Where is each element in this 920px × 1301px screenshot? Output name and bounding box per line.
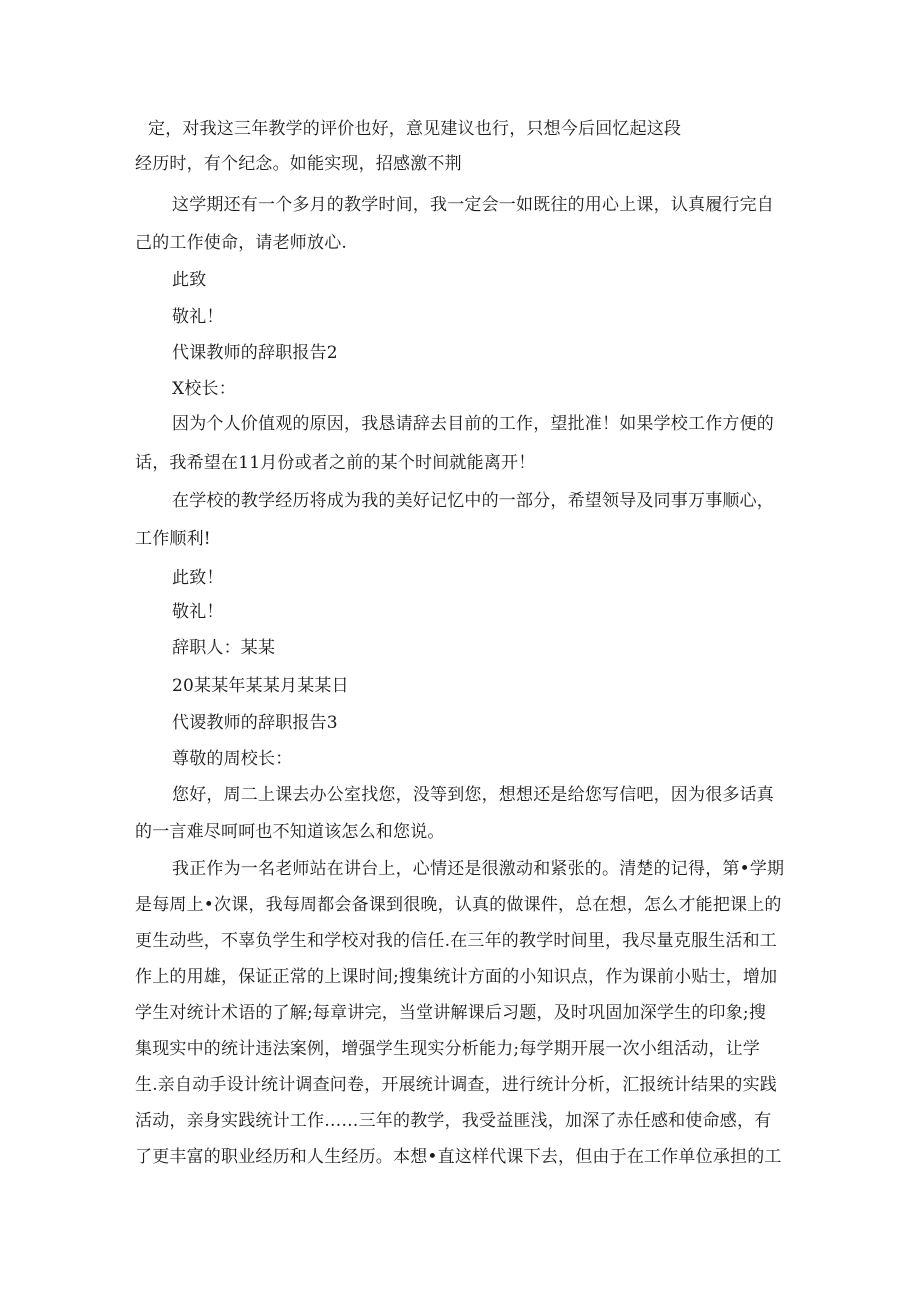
paragraph-line: 在学校的教学经历将成为我的美好记忆中的一部分，希望领导及同事万事顺心， bbox=[172, 491, 774, 511]
paragraph-line: 生.亲自动手设计统计调查问卷，开展统计调查，进行统计分析，汇报统计结果的实践 bbox=[135, 1075, 778, 1095]
paragraph-line: 这学期还有一个多月的教学时间，我一定会一如既往的用心上课，认真履行完自 bbox=[172, 195, 774, 215]
text-line: 定，对我这三年教学的评价也好，意见建议也行，只想今后回忆起这段 bbox=[148, 119, 682, 139]
salutation-line: 敬礼！ bbox=[172, 307, 224, 327]
text-line: 经历时，有个纪念。如能实现，招感激不荆 bbox=[135, 154, 462, 174]
paragraph-line: 更生动些，不辜负学生和学校对我的信任.在三年的教学时间里，我尽量克服生活和工 bbox=[135, 931, 778, 951]
paragraph-line: 活动，亲身实践统计工作……三年的教学，我受益匪浅，加深了赤任感和使命感，有 bbox=[135, 1111, 772, 1131]
paragraph-line: 的一言难尽呵呵也不知道该怎么和您说。 bbox=[135, 822, 445, 842]
paragraph-line: 集现实中的统计违法案例，增强学生现实分析能力;每学期开展一次小组活动，让学 bbox=[135, 1039, 761, 1059]
paragraph-line: 因为个人价值观的原因，我恳请辞去目前的工作，望批准！如果学校工作方便的 bbox=[172, 414, 774, 434]
addressee-line: X校长： bbox=[172, 379, 236, 399]
paragraph-line: 是每周上•次课，我每周都会备课到很晚，认真的做课件，总在想，怎么才能把课上的 bbox=[135, 895, 782, 915]
paragraph-line: 工作顺利! bbox=[135, 529, 211, 549]
salutation-line: 此致 bbox=[172, 270, 207, 290]
salutation-line: 此致！ bbox=[172, 568, 224, 588]
signature-line: 辞职人：某某 bbox=[172, 638, 276, 658]
paragraph-line: 学生对统计术语的了解;每章讲完，当堂讲解课后习题，及时巩固加深学生的印象;搜 bbox=[135, 1003, 767, 1023]
salutation-line: 敬礼！ bbox=[172, 602, 224, 622]
addressee-line: 尊敬的周校长： bbox=[172, 749, 293, 769]
paragraph-line: 了更丰富的职业经历和人生经历。本想•直这样代课下去，但由于在工作单位承担的工 bbox=[135, 1147, 782, 1167]
report-title: 代课教师的辞职报告2 bbox=[172, 343, 338, 363]
paragraph-line: 己的工作使命，请老师放心. bbox=[135, 233, 348, 253]
paragraph-line: 话，我希望在11月份或者之前的某个时间就能离开！ bbox=[135, 453, 536, 473]
report-title: 代谡教师的辞职报告3 bbox=[172, 713, 338, 733]
date-line: 20某某年某某月某某日 bbox=[172, 676, 349, 696]
paragraph-line: 作上的用雄，保证正常的上课时间;搜集统计方面的小知识点，作为课前小贴士，增加 bbox=[135, 967, 778, 987]
paragraph-line: 我正作为一名老师站在讲台上，心情还是很激动和紧张的。清楚的记得，第•学期 bbox=[172, 859, 785, 879]
paragraph-line: 您好，周二上课去办公室找您，没等到您，想想还是给您写信吧，因为很多话真 bbox=[172, 785, 774, 805]
